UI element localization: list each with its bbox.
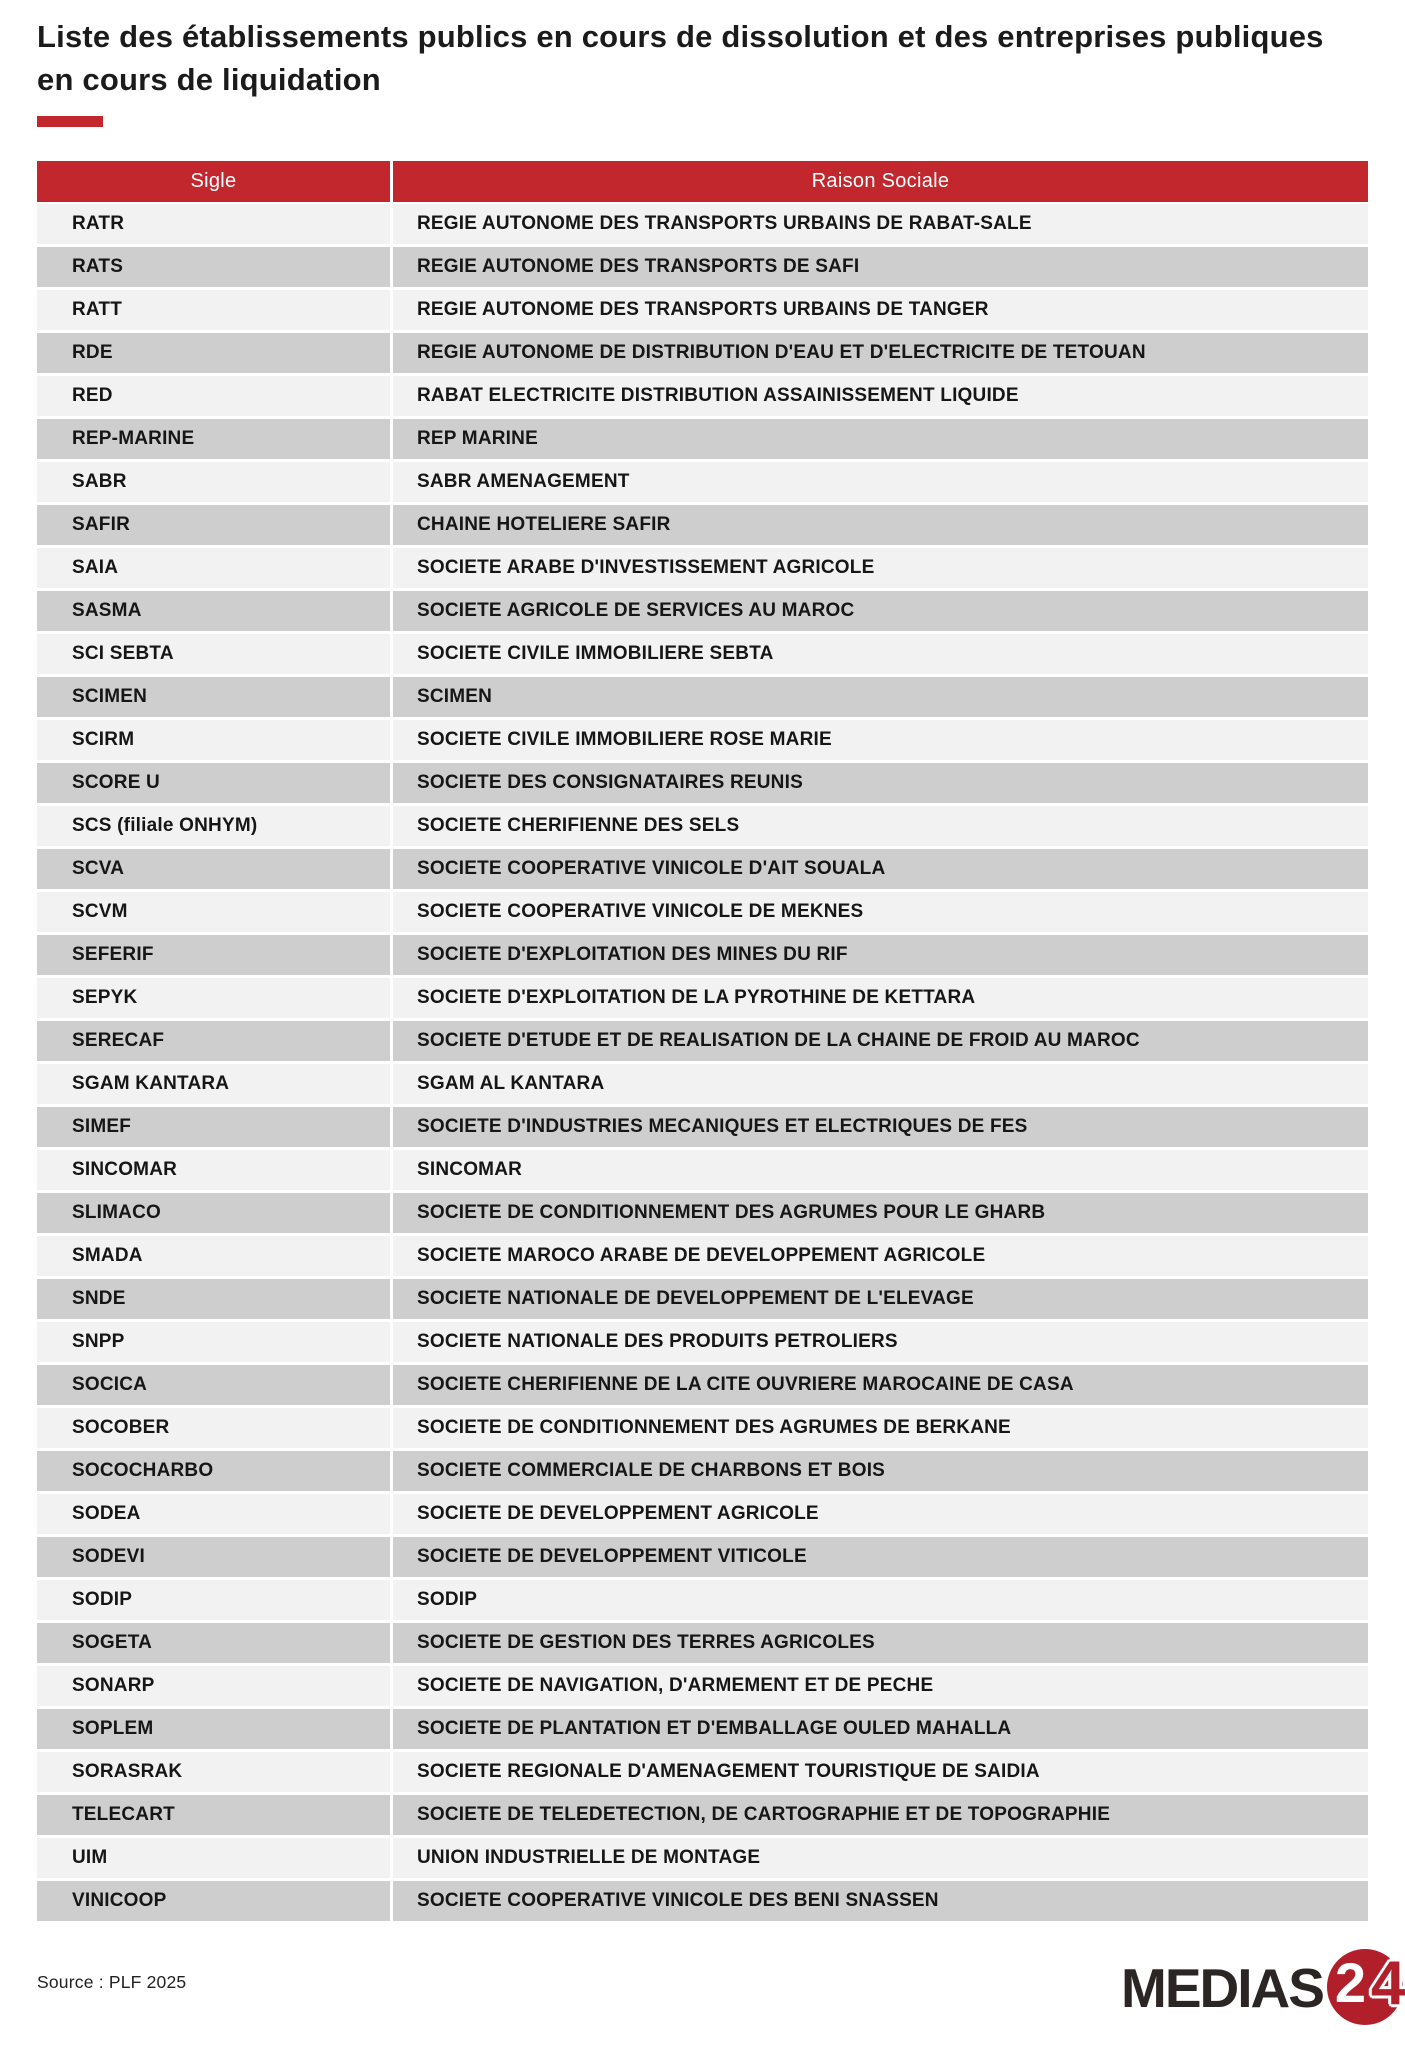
table-row — [37, 462, 1368, 502]
table-row — [37, 1795, 1368, 1835]
raison-sociale-cell: SOCIETE D'EXPLOITATION DES MINES DU RIF — [393, 935, 1368, 975]
sigle-cell: SEFERIF — [37, 935, 393, 975]
raison-sociale-cell: SOCIETE CHERIFIENNE DES SELS — [393, 806, 1368, 846]
table-row — [37, 1451, 1368, 1491]
logo-digit-4: 4 — [1370, 1949, 1405, 2018]
table-row — [37, 1838, 1368, 1878]
table-row — [37, 505, 1368, 545]
raison-sociale-cell: SOCIETE DE PLANTATION ET D'EMBALLAGE OULED MAHALLA — [393, 1709, 1368, 1749]
raison-sociale-cell: SOCIETE DE CONDITIONNEMENT DES AGRUMES DE BERKANE — [393, 1408, 1368, 1448]
sigle-cell: VINICOOP — [37, 1881, 393, 1921]
raison-sociale-cell: SOCIETE DE DEVELOPPEMENT AGRICOLE — [393, 1494, 1368, 1534]
sigle-cell: SEPYK — [37, 978, 393, 1018]
raison-sociale-cell: SOCIETE DE DEVELOPPEMENT VITICOLE — [393, 1537, 1368, 1577]
table-row — [37, 204, 1368, 244]
sigle-cell: SAIA — [37, 548, 393, 588]
raison-sociale-cell: SOCIETE DE GESTION DES TERRES AGRICOLES — [393, 1623, 1368, 1663]
sigle-cell: SCVA — [37, 849, 393, 889]
table-row — [37, 935, 1368, 975]
sigle-cell: SLIMACO — [37, 1193, 393, 1233]
raison-sociale-cell: SOCIETE COOPERATIVE VINICOLE DE MEKNES — [393, 892, 1368, 932]
raison-sociale-cell: REGIE AUTONOME DES TRANSPORTS DE SAFI — [393, 247, 1368, 287]
sigle-cell: SOCOBER — [37, 1408, 393, 1448]
table-row — [37, 763, 1368, 803]
table-row — [37, 247, 1368, 287]
sigle-cell: UIM — [37, 1838, 393, 1878]
sigle-cell: SNDE — [37, 1279, 393, 1319]
raison-sociale-cell: SOCIETE COMMERCIALE DE CHARBONS ET BOIS — [393, 1451, 1368, 1491]
table-row — [37, 806, 1368, 846]
raison-sociale-cell: SOCIETE CIVILE IMMOBILIERE SEBTA — [393, 634, 1368, 674]
column-header-sigle: Sigle — [37, 161, 393, 202]
raison-sociale-cell: SOCIETE D'ETUDE ET DE REALISATION DE LA CHAINE DE FROID AU MAROC — [393, 1021, 1368, 1061]
table-row — [37, 1752, 1368, 1792]
sigle-cell: SASMA — [37, 591, 393, 631]
sigle-cell: SINCOMAR — [37, 1150, 393, 1190]
raison-sociale-cell: SOCIETE CIVILE IMMOBILIERE ROSE MARIE — [393, 720, 1368, 760]
table-row — [37, 720, 1368, 760]
table-row — [37, 1666, 1368, 1706]
logo-digit-2: 2 — [1334, 1951, 1367, 2014]
raison-sociale-cell: SOCIETE DES CONSIGNATAIRES REUNIS — [393, 763, 1368, 803]
sigle-cell: SOCOCHARBO — [37, 1451, 393, 1491]
table-row — [37, 376, 1368, 416]
medias24-logo — [1121, 1943, 1405, 2033]
sigle-cell: RDE — [37, 333, 393, 373]
raison-sociale-cell: SOCIETE NATIONALE DE DEVELOPPEMENT DE L'ELEVAGE — [393, 1279, 1368, 1319]
sigle-cell: SONARP — [37, 1666, 393, 1706]
raison-sociale-cell: CHAINE HOTELIERE SAFIR — [393, 505, 1368, 545]
raison-sociale-cell: SOCIETE DE CONDITIONNEMENT DES AGRUMES POUR LE GHARB — [393, 1193, 1368, 1233]
raison-sociale-cell: SCIMEN — [393, 677, 1368, 717]
sigle-cell: SCVM — [37, 892, 393, 932]
column-header-raison-sociale: Raison Sociale — [811, 170, 950, 192]
table-row — [37, 1623, 1368, 1663]
table-row — [37, 1365, 1368, 1405]
table-row — [37, 548, 1368, 588]
table-row — [37, 1537, 1368, 1577]
table-row — [37, 1021, 1368, 1061]
raison-sociale-cell: UNION INDUSTRIELLE DE MONTAGE — [393, 1838, 1368, 1878]
sigle-cell: RATR — [37, 204, 393, 244]
raison-sociale-cell: REP MARINE — [393, 419, 1368, 459]
raison-sociale-cell: SOCIETE CHERIFIENNE DE LA CITE OUVRIERE MAROCAINE DE CASA — [393, 1365, 1368, 1405]
raison-sociale-cell: SOCIETE COOPERATIVE VINICOLE D'AIT SOUALA — [393, 849, 1368, 889]
table-row — [37, 892, 1368, 932]
table-row — [37, 1193, 1368, 1233]
raison-sociale-cell: RABAT ELECTRICITE DISTRIBUTION ASSAINISSEMENT LIQUIDE — [393, 376, 1368, 416]
raison-sociale-cell: SOCIETE DE TELEDETECTION, DE CARTOGRAPHIE ET DE TOPOGRAPHIE — [393, 1795, 1368, 1835]
sigle-cell: SOPLEM — [37, 1709, 393, 1749]
raison-sociale-cell: SOCIETE D'EXPLOITATION DE LA PYROTHINE DE KETTARA — [393, 978, 1368, 1018]
table-row — [37, 1150, 1368, 1190]
sigle-cell: RATT — [37, 290, 393, 330]
page-title: Liste des établissements publics en cours de dissolution et des entreprises publiques en cours de liquidation — [37, 19, 1324, 97]
table-row — [37, 1236, 1368, 1276]
table — [37, 161, 1368, 1924]
raison-sociale-cell: SOCIETE AGRICOLE DE SERVICES AU MAROC — [393, 591, 1368, 631]
raison-sociale-cell: SODIP — [393, 1580, 1368, 1620]
sigle-cell: SOCICA — [37, 1365, 393, 1405]
sigle-cell: SODIP — [37, 1580, 393, 1620]
raison-sociale-cell: SOCIETE NATIONALE DES PRODUITS PETROLIERS — [393, 1322, 1368, 1362]
raison-sociale-cell: SOCIETE COOPERATIVE VINICOLE DES BENI SNASSEN — [393, 1881, 1368, 1921]
table-row — [37, 419, 1368, 459]
raison-sociale-cell: SOCIETE ARABE D'INVESTISSEMENT AGRICOLE — [393, 548, 1368, 588]
table-row — [37, 591, 1368, 631]
sigle-cell: SCORE U — [37, 763, 393, 803]
table-row — [37, 677, 1368, 717]
sigle-cell: SODEA — [37, 1494, 393, 1534]
logo-24-mark — [1327, 1945, 1405, 2031]
table-row — [37, 634, 1368, 674]
sigle-cell: SGAM KANTARA — [37, 1064, 393, 1104]
sigle-cell: RED — [37, 376, 393, 416]
raison-sociale-cell: REGIE AUTONOME DE DISTRIBUTION D'EAU ET D'ELECTRICITE DE TETOUAN — [393, 333, 1368, 373]
table-header — [37, 161, 1368, 202]
source-text: Source : PLF 2025 — [37, 1972, 187, 1992]
accent-bar — [37, 116, 103, 127]
table-row — [37, 1709, 1368, 1749]
table-row — [37, 1580, 1368, 1620]
logo-text: MEDIAS — [1121, 1956, 1323, 2019]
raison-sociale-cell: SOCIETE DE NAVIGATION, D'ARMEMENT ET DE PECHE — [393, 1666, 1368, 1706]
table-body — [37, 204, 1368, 1921]
sigle-cell: REP-MARINE — [37, 419, 393, 459]
raison-sociale-cell: SOCIETE REGIONALE D'AMENAGEMENT TOURISTIQUE DE SAIDIA — [393, 1752, 1368, 1792]
table-row — [37, 333, 1368, 373]
table-row — [37, 1881, 1368, 1921]
table-row — [37, 1408, 1368, 1448]
raison-sociale-cell: SINCOMAR — [393, 1150, 1368, 1190]
table-row — [37, 290, 1368, 330]
sigle-cell: SCIMEN — [37, 677, 393, 717]
raison-sociale-cell: SOCIETE D'INDUSTRIES MECANIQUES ET ELECTRIQUES DE FES — [393, 1107, 1368, 1147]
sigle-cell: SODEVI — [37, 1537, 393, 1577]
sigle-cell: SCS (filiale ONHYM) — [37, 806, 393, 846]
raison-sociale-cell: REGIE AUTONOME DES TRANSPORTS URBAINS DE TANGER — [393, 290, 1368, 330]
sigle-cell: SIMEF — [37, 1107, 393, 1147]
raison-sociale-cell: SGAM AL KANTARA — [393, 1064, 1368, 1104]
table-row — [37, 1494, 1368, 1534]
sigle-cell: SCI SEBTA — [37, 634, 393, 674]
table-row — [37, 978, 1368, 1018]
sigle-cell: TELECART — [37, 1795, 393, 1835]
sigle-cell: RATS — [37, 247, 393, 287]
sigle-cell: SMADA — [37, 1236, 393, 1276]
table-row — [37, 1279, 1368, 1319]
table-row — [37, 849, 1368, 889]
sigle-cell: SCIRM — [37, 720, 393, 760]
raison-sociale-cell: SABR AMENAGEMENT — [393, 462, 1368, 502]
sigle-cell: SNPP — [37, 1322, 393, 1362]
sigle-cell: SAFIR — [37, 505, 393, 545]
table-row — [37, 1107, 1368, 1147]
raison-sociale-cell: SOCIETE MAROCO ARABE DE DEVELOPPEMENT AGRICOLE — [393, 1236, 1368, 1276]
table-row — [37, 1064, 1368, 1104]
sigle-cell: SERECAF — [37, 1021, 393, 1061]
sigle-cell: SOGETA — [37, 1623, 393, 1663]
raison-sociale-cell: REGIE AUTONOME DES TRANSPORTS URBAINS DE RABAT-SALE — [393, 204, 1368, 244]
sigle-cell: SABR — [37, 462, 393, 502]
sigle-cell: SORASRAK — [37, 1752, 393, 1792]
table-row — [37, 1322, 1368, 1362]
